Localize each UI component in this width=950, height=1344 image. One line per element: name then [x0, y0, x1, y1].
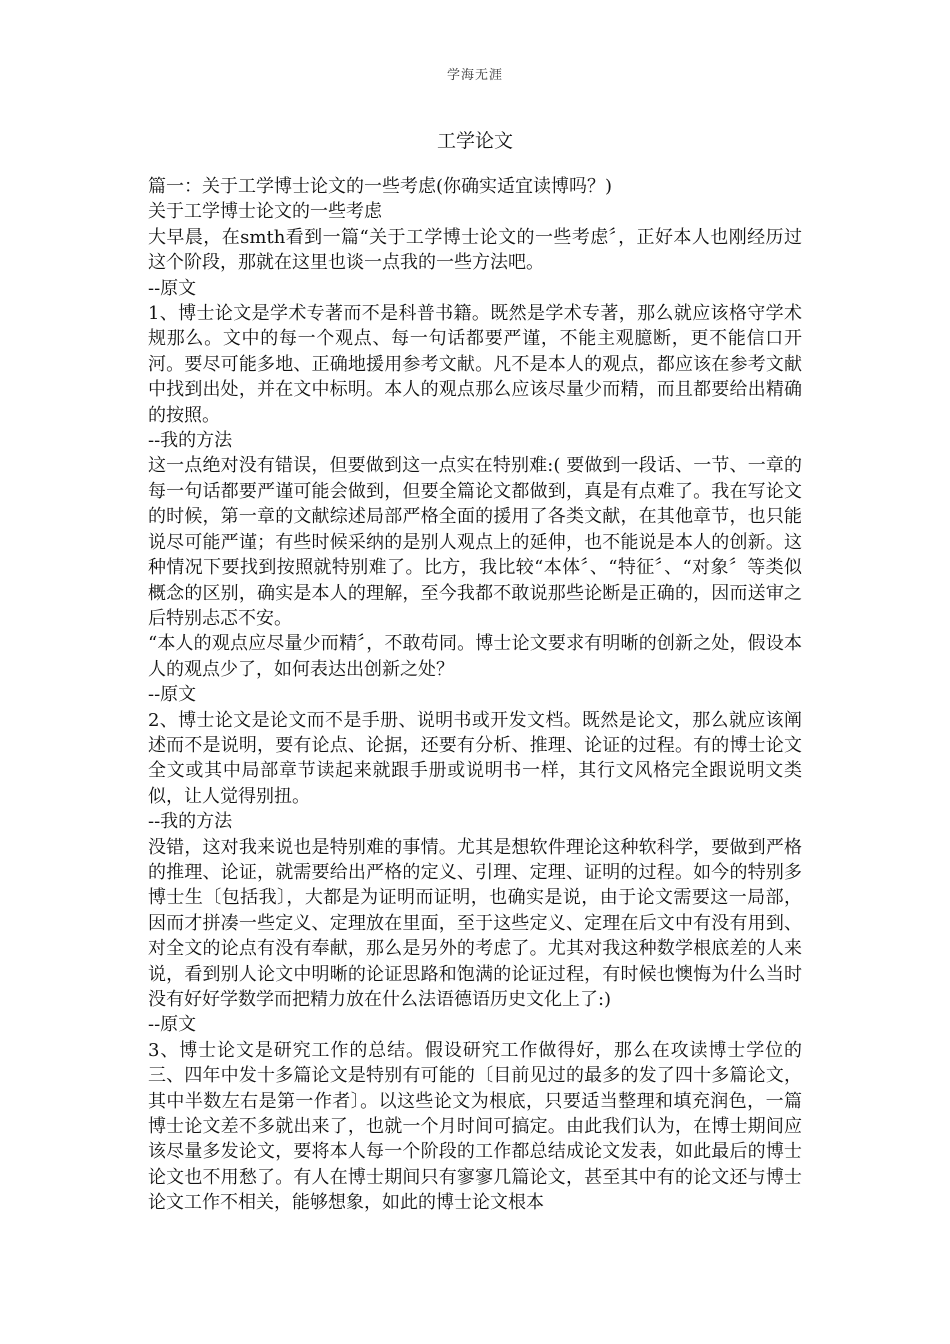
- my-method-label: --我的方法: [148, 430, 233, 452]
- point-3-paragraph: 3、博士论文是研究工作的总结。假设研究工作做得好，那么在攻读博士学位的三、四年中发十多篇论文是特别有可能的〔目前见过的最多的发了四十多篇论文，其中半数左右是第一作者〕。以这些论文为根底，只要适当整理和填充润色，一篇博士论文差不多就出来了，也就一个月时间可搞定。由此我们认为，在博士期间应该尽量多发论文，要将本人每一个阶段的工作都总结成论文发表，如此最后的博士论文也不用愁了。有人在博士期间只有寥寥几篇论文，甚至其中有的论文还与博士论文工作不相关，能够想象，如此的博士论文根本: [148, 1039, 802, 1214]
- document-title: 工学论文: [436, 130, 513, 152]
- document-body: [148, 174, 802, 1216]
- intro-paragraph: 大早晨，在smth看到一篇“关于工学博士论文的一些考虑〞，正好本人也刚经历过这个阶段，那就在这里也谈一点我的一些方法吧。: [148, 226, 802, 274]
- my-method-label: --我的方法: [148, 811, 233, 833]
- point-2-paragraph: 2、博士论文是论文而不是手册、说明书或开发文档。既然是论文，那么就应该阐述而不是说明，要有论点、论据，还要有分析、推理、论证的过程。有的博士论文全文或其中局部章节读起来就跟手册或说明书一样，其行文风格完全跟说明文类似，让人觉得别扭。: [148, 709, 802, 807]
- point-1-paragraph: 1、博士论文是学术专著而不是科普书籍。既然是学术专著，那么就应该格守学术规那么。文中的每一个观点、每一句话都要严谨，不能主观臆断，更不能信口开河。要尽可能多地、正确地援用参考文献。凡不是本人的观点，都应该在参考文献中找到出处，并在文中标明。本人的观点那么应该尽量少而精，而且都要给出精确的按照。: [148, 303, 802, 426]
- original-text-label: --原文: [148, 684, 197, 706]
- method-1-paragraph: 这一点绝对没有错误，但要做到这一点实在特别难:( 要做到一段话、一节、一章的每一句话都要严谨可能会做到，但要全篇论文都做到，真是有点难了。我在写论文的时候，第一章的文献综述局部严格全面的援用了各类文献，在其他章节，也只能说尽可能严谨；有些时候采纳的是别人观点上的延伸，也不能说是本人的创新。这种情况下要找到按照就特别难了。比方，我比较“本体〞、“特征〞、“对象〞等类似概念的区别，确实是本人的理解，至今我都不敢说那些论断是正确的，因而送审之后特别忐忑不安。: [148, 455, 802, 629]
- original-text-label: --原文: [148, 277, 197, 299]
- page-header: 学海无涯: [446, 68, 503, 83]
- section-heading: 篇一：关于工学博士论文的一些考虑(你确实适宜读博吗？): [148, 176, 613, 197]
- article-title: 关于工学博士论文的一些考虑: [148, 201, 382, 223]
- original-text-label: --原文: [148, 1014, 197, 1036]
- method-2-paragraph: 没错，这对我来说也是特别难的事情。尤其是想软件理论这种软科学，要做到严格的推理、论证，就需要给出严格的定义、引理、定理、证明的过程。如今的特别多博士生〔包括我〕，大都是为证明而证明，也确实是说，由于论文需要这一局部，因而才拼凑一些定义、定理放在里面，至于这些定义、定理在后文中有没有用到、对全文的论点有没有奉献，那么是另外的考虑了。尤其对我这种数学根底差的人来说，看到别人论文中明晰的论证思路和饱满的论证过程，有时候也懊悔为什么当时没有好好学数学而把精力放在什么法语德语历史文化上了:): [148, 836, 802, 1010]
- method-1-followup-paragraph: “本人的观点应尽量少而精〞，不敢苟同。博士论文要求有明晰的创新之处，假设本人的观点少了，如何表达出创新之处？: [148, 633, 802, 680]
